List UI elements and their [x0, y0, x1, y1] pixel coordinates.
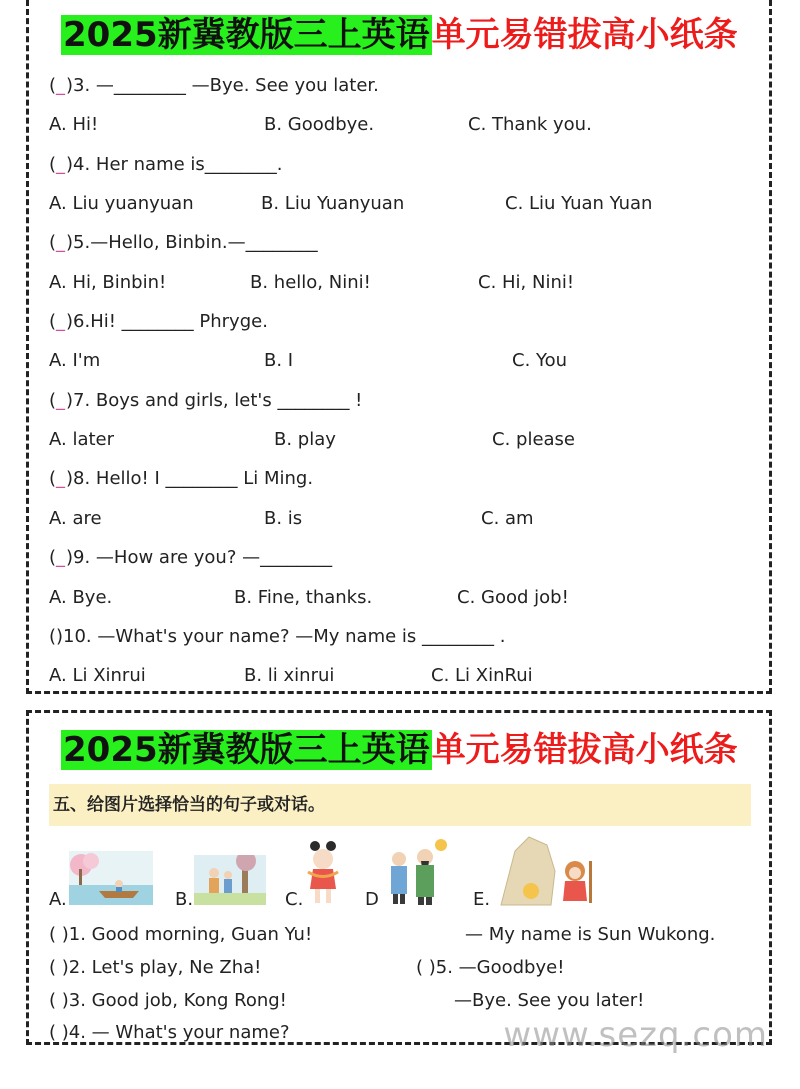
paren-open: ( — [49, 547, 57, 568]
picture-label-a: A. — [49, 889, 67, 910]
option-a: A. Li Xinrui — [49, 665, 146, 686]
option-a: A. Hi, Binbin! — [49, 272, 167, 293]
question-text: )9. —How are you? —________ — [66, 547, 333, 568]
picture-label-b: B. — [175, 889, 194, 910]
matching-item-5-response: —Bye. See you later! — [454, 990, 645, 1011]
matching-item-2: ( )2. Let's play, Ne Zha! — [49, 957, 262, 978]
option-c: C. Li XinRui — [431, 665, 533, 686]
paren-open: ( — [49, 468, 57, 489]
option-a: A. Hi! — [49, 114, 99, 135]
matching-item-5: ( )5. —Goodbye! — [416, 957, 565, 978]
paren-open: ( — [49, 75, 57, 96]
matching-item-3: ( )3. Good job, Kong Rong! — [49, 990, 287, 1011]
matching-item-1: ( )1. Good morning, Guan Yu! — [49, 924, 313, 945]
guan-yu-kong-rong-picture — [379, 835, 451, 909]
answer-mark: _ — [56, 390, 65, 411]
option-c: C. Hi, Nini! — [478, 272, 575, 293]
answer-mark: _ — [56, 75, 65, 96]
title-green-part: 2025新冀教版三上英语 — [63, 15, 430, 55]
question-text: )3. —________ —Bye. See you later. — [66, 75, 379, 96]
lake-boat-picture — [69, 851, 153, 905]
ne-zha-picture — [305, 839, 341, 909]
option-b: B. li xinrui — [244, 665, 335, 686]
paren-open: ( — [49, 154, 57, 175]
question-text: )5.—Hello, Binbin.—________ — [66, 232, 318, 253]
option-b: B. is — [264, 508, 303, 529]
option-b: B. Fine, thanks. — [234, 587, 373, 608]
answer-mark: _ — [56, 154, 65, 175]
option-a: A. later — [49, 429, 115, 450]
worksheet-title — [61, 721, 738, 779]
question-text: )6.Hi! ________ Phryge. — [66, 311, 268, 332]
title-red-part: 单元易错拔高小纸条 — [431, 15, 738, 55]
question-text: )10. —What's your name? —My name is ________ . — [56, 626, 506, 647]
answer-mark: _ — [56, 547, 65, 568]
option-c: C. please — [492, 429, 575, 450]
question-text: )7. Boys and girls, let's ________ ! — [66, 390, 363, 411]
paren-open: ( — [49, 232, 57, 253]
option-a: A. Liu yuanyuan — [49, 193, 194, 214]
title-red-part: 单元易错拔高小纸条 — [431, 730, 738, 770]
question-text: )8. Hello! I ________ Li Ming. — [66, 468, 314, 489]
picture-label-d: D — [365, 889, 379, 910]
worksheet-title — [61, 6, 738, 64]
matching-item-1-response: — My name is Sun Wukong. — [465, 924, 716, 945]
watermark: www.sezq.com — [503, 1015, 768, 1055]
paren-open: ( — [49, 390, 57, 411]
option-a: A. Bye. — [49, 587, 113, 608]
answer-mark: _ — [56, 468, 65, 489]
question-text: )4. Her name is________. — [66, 154, 283, 175]
worksheet-part-1 — [26, 0, 772, 694]
option-b: B. Liu Yuanyuan — [261, 193, 405, 214]
two-people-picture — [194, 855, 266, 905]
section-heading: 五、给图片选择恰当的句子或对话。 — [49, 784, 751, 826]
answer-mark: _ — [56, 311, 65, 332]
option-a: A. are — [49, 508, 102, 529]
option-c: C. Liu Yuan Yuan — [505, 193, 653, 214]
picture-label-e: E. — [473, 889, 491, 910]
option-b: B. play — [274, 429, 336, 450]
option-c: C. You — [512, 350, 568, 371]
option-c: C. Good job! — [457, 587, 569, 608]
option-b: B. I — [264, 350, 294, 371]
answer-mark: _ — [56, 232, 65, 253]
option-b: B. hello, Nini! — [250, 272, 371, 293]
option-a: A. I'm — [49, 350, 101, 371]
worksheet-part-2 — [26, 710, 772, 1045]
title-green-part: 2025新冀教版三上英语 — [63, 730, 430, 770]
option-c: C. Thank you. — [468, 114, 592, 135]
matching-item-4: ( )4. — What's your name? — [49, 1022, 290, 1043]
sun-wukong-picture — [495, 831, 595, 909]
paren-open: ( — [49, 626, 57, 647]
option-c: C. am — [481, 508, 534, 529]
paren-open: ( — [49, 311, 57, 332]
picture-label-c: C. — [285, 889, 304, 910]
option-b: B. Goodbye. — [264, 114, 375, 135]
